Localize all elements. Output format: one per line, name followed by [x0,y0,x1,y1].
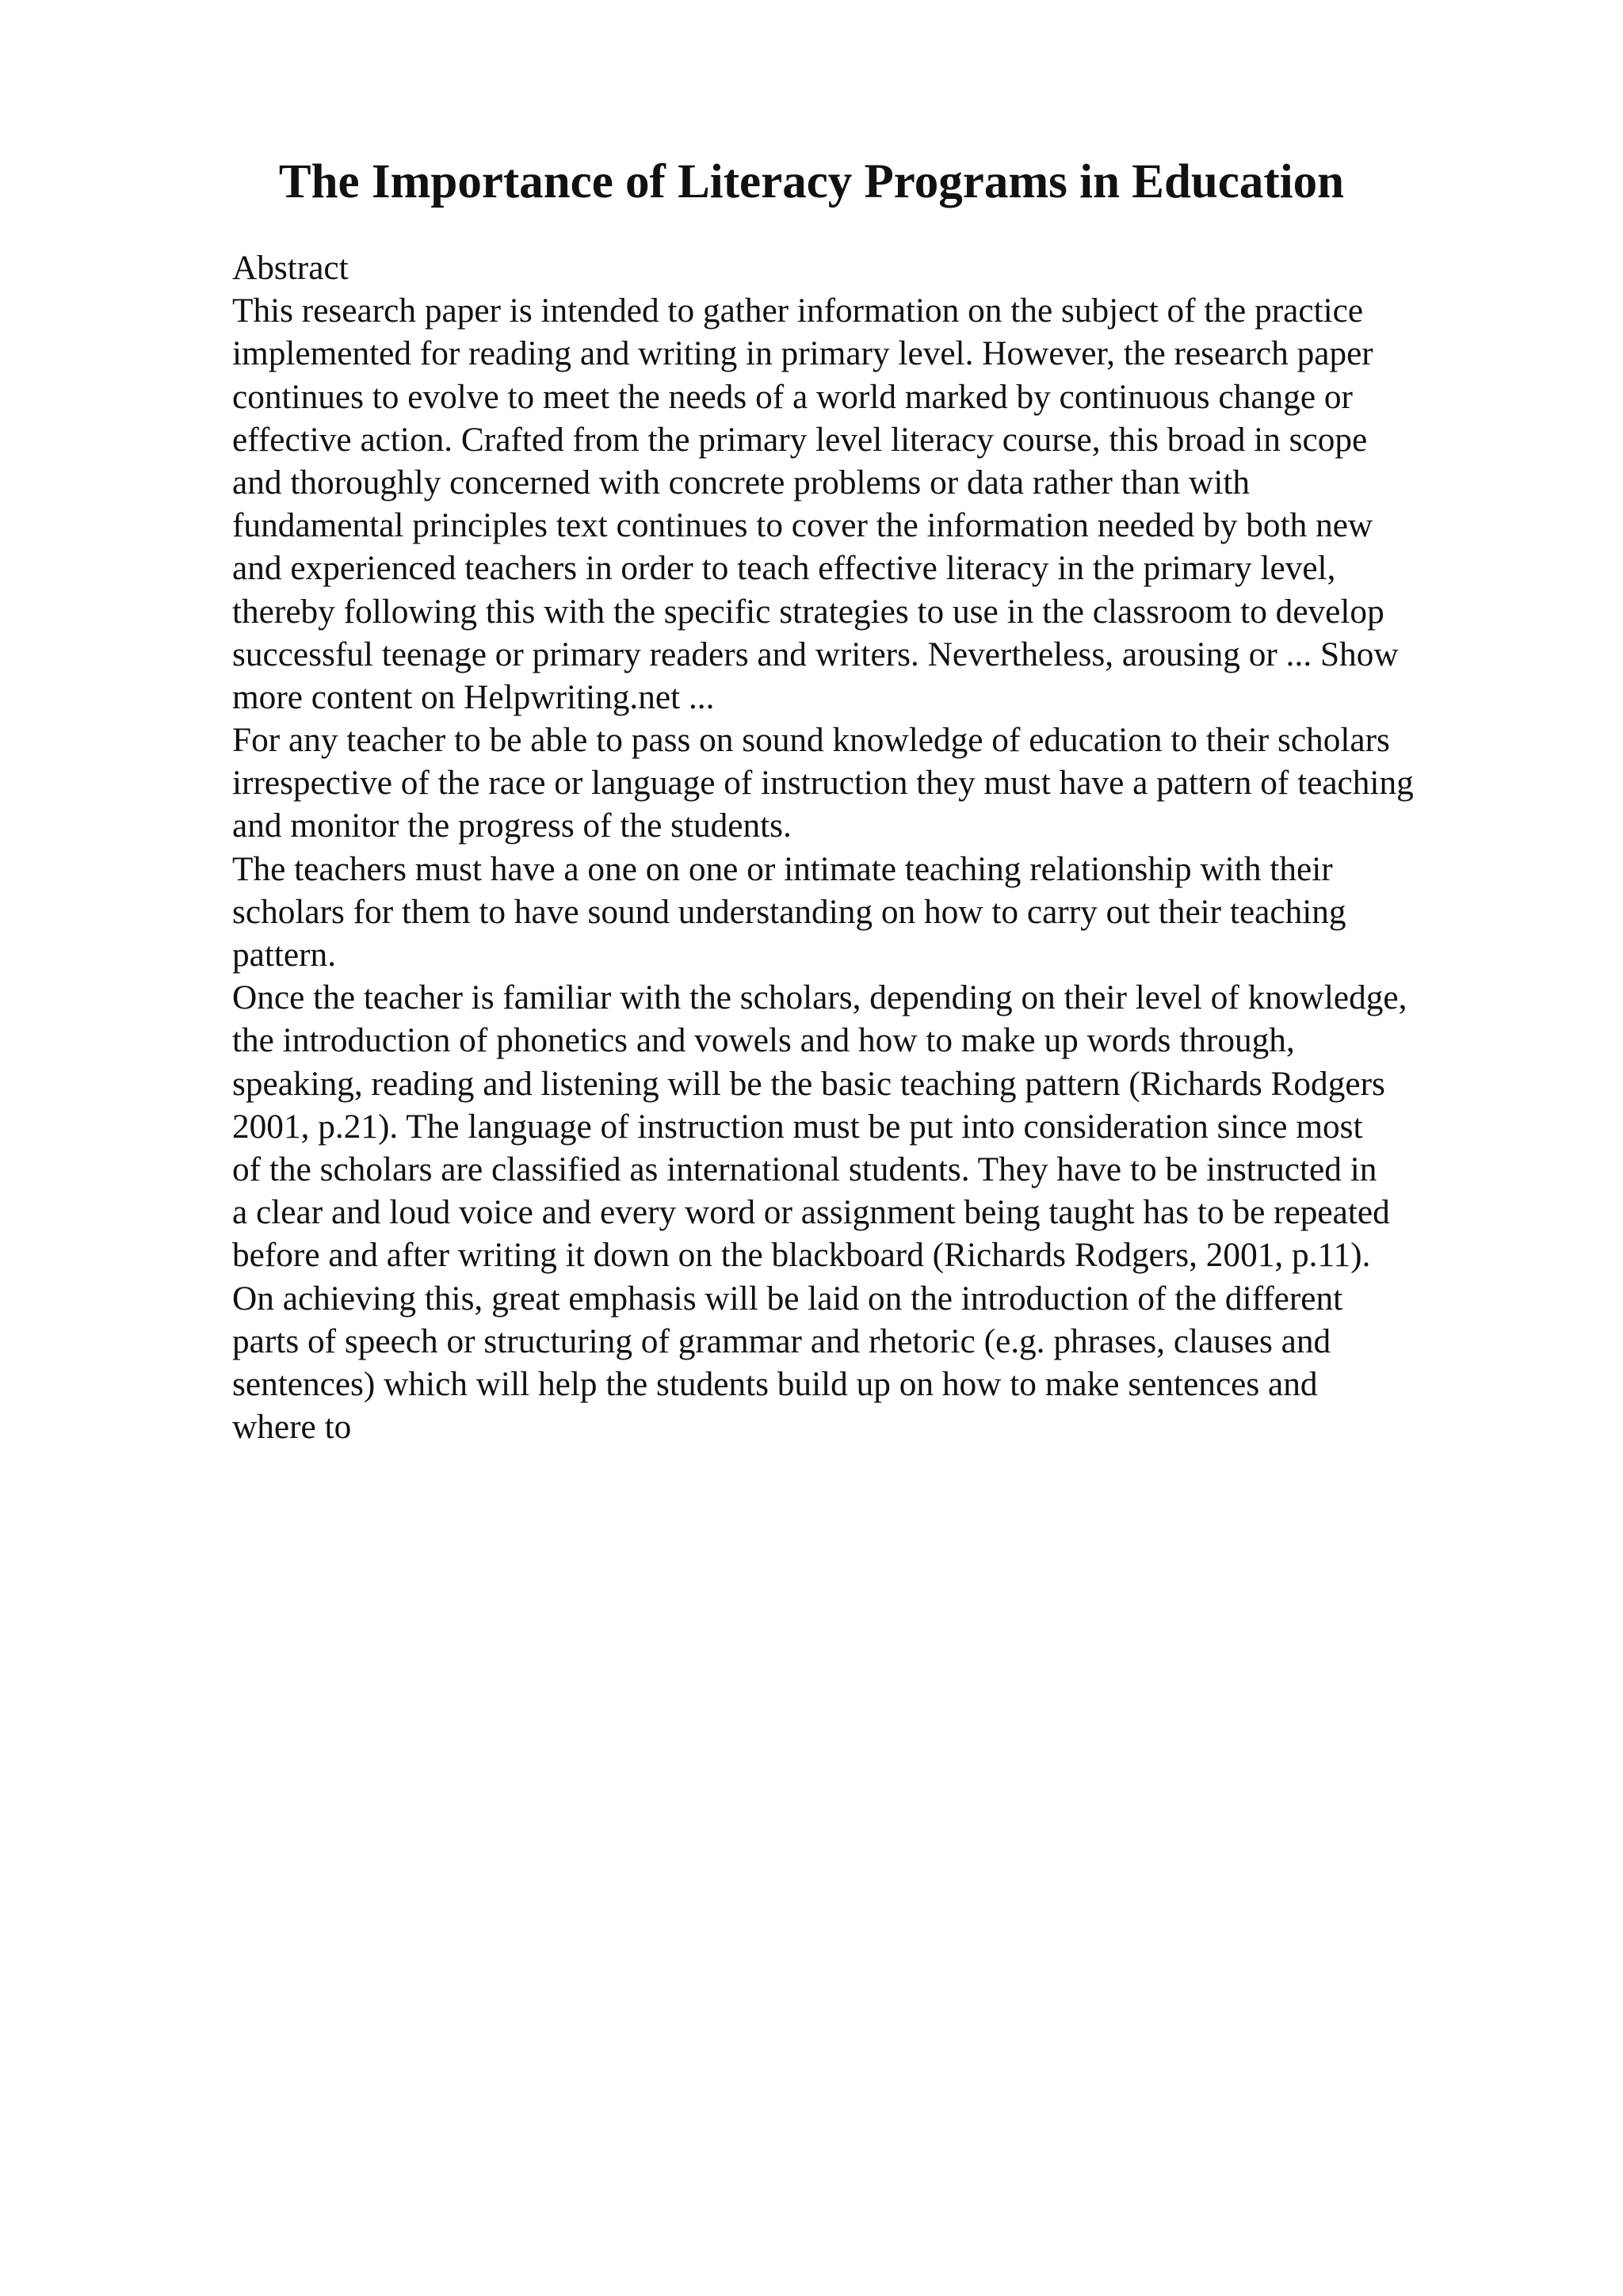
text-line: scholars for them to have sound understanding on how to carry out their teaching [232,892,1346,931]
text-line: where to [232,1408,352,1447]
text-line: fundamental principles text continues to cover the information needed by both new [232,506,1373,545]
document-body [232,246,1595,1448]
text-line: speaking, reading and listening will be the basic teaching pattern (Richards Rodgers [232,1064,1385,1103]
text-line: This research paper is intended to gather information on the subject of the practice [232,292,1364,330]
abstract-heading: Abstract [232,249,349,287]
text-line: successful teenage or primary readers and writers. Nevertheless, arousing or ... Show [232,635,1399,673]
text-line: On achieving this, great emphasis will be laid on the introduction of the different [232,1279,1343,1318]
document-title: The Importance of Literacy Programs in Education [278,155,1345,208]
text-line: of the scholars are classified as international students. They have to be instructed in [232,1150,1377,1188]
text-line: continues to evolve to meet the needs of a world marked by continuous change or [232,377,1353,416]
text-line: thereby following this with the specific strategies to use in the classroom to develop [232,592,1384,631]
text-line: the introduction of phonetics and vowels and how to make up words through, [232,1021,1295,1060]
text-line: before and after writing it down on the blackboard (Richards Rodgers, 2001, p.11). [232,1236,1371,1275]
text-line: irrespective of the race or language of instruction they must have a pattern of teaching [232,764,1414,803]
text-line: a clear and loud voice and every word or assignment being taught has to be repeated [232,1193,1390,1232]
text-line: implemented for reading and writing in primary level. However, the research paper [232,334,1373,373]
text-line: parts of speech or structuring of grammar and rhetoric (e.g. phrases, clauses and [232,1322,1331,1360]
text-line: and monitor the progress of the students. [232,807,792,845]
text-line: and thoroughly concerned with concrete problems or data rather than with [232,463,1251,502]
text-line: more content on Helpwriting.net ... [232,677,715,716]
text-line: sentences) which will help the students build up on how to make sentences and [232,1364,1318,1403]
text-line: 2001, p.21). The language of instruction must be put into consideration since most [232,1107,1363,1146]
text-line: For any teacher to be able to pass on sound knowledge of education to their scholars [232,721,1390,760]
text-line: The teachers must have a one on one or intimate teaching relationship with their [232,849,1333,888]
text-line: pattern. [232,936,337,974]
text-line: effective action. Crafted from the primary level literacy course, this broad in scope [232,420,1368,459]
text-line: Once the teacher is familiar with the scholars, depending on their level of knowledge, [232,978,1407,1017]
text-line: and experienced teachers in order to teach effective literacy in the primary level, [232,549,1336,588]
